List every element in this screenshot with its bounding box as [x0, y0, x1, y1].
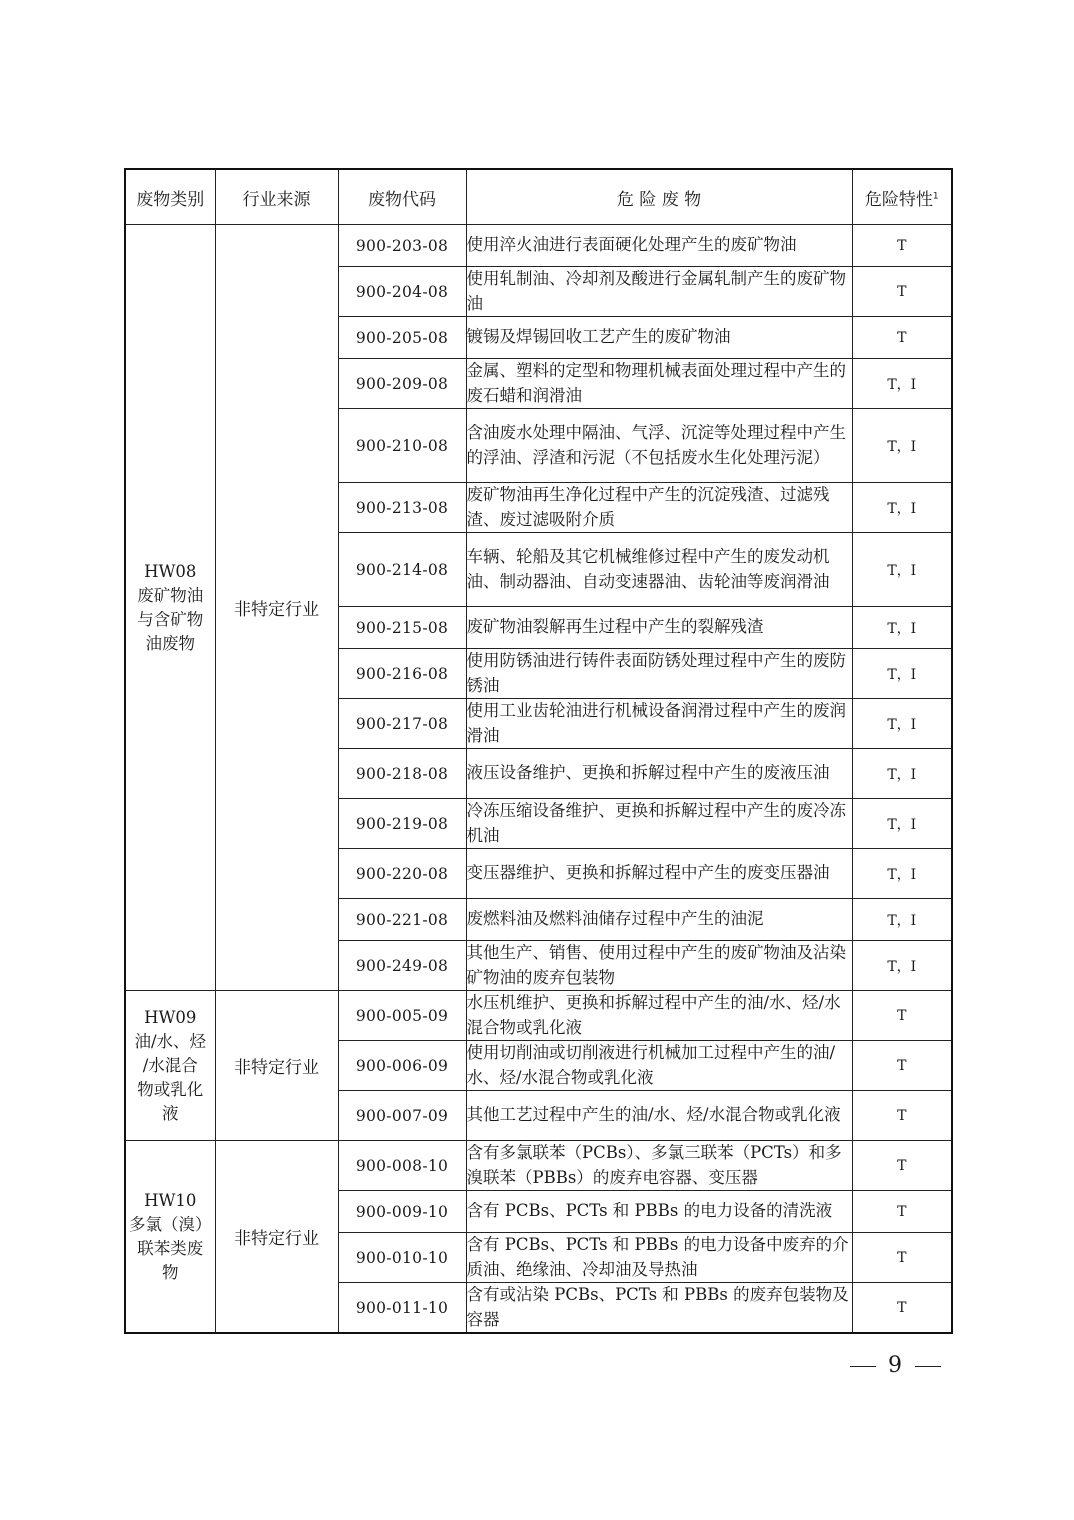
code-cell: 900-249-08	[338, 941, 466, 991]
category-cell	[125, 1141, 215, 1334]
description-cell: 废燃料油及燃料油储存过程中产生的油泥	[466, 899, 852, 941]
footer-dash-right	[915, 1366, 941, 1367]
characteristic-cell: T	[852, 317, 952, 359]
description-cell: 含有或沾染 PCBs、PCTs 和 PBBs 的废弃包装物及容器	[466, 1283, 852, 1334]
code-cell: 900-221-08	[338, 899, 466, 941]
code-cell: 900-005-09	[338, 991, 466, 1041]
description-cell: 其他生产、销售、使用过程中产生的废矿物油及沾染矿物油的废弃包装物	[466, 941, 852, 991]
description-cell: 使用工业齿轮油进行机械设备润滑过程中产生的废润滑油	[466, 699, 852, 749]
description-cell: 含有 PCBs、PCTs 和 PBBs 的电力设备的清洗液	[466, 1191, 852, 1233]
characteristic-cell: T	[852, 991, 952, 1041]
description-cell: 废矿物油裂解再生过程中产生的裂解残渣	[466, 607, 852, 649]
characteristic-cell: T，I	[852, 483, 952, 533]
description-cell: 车辆、轮船及其它机械维修过程中产生的废发动机油、制动器油、自动变速器油、齿轮油等废润滑油	[466, 533, 852, 607]
description-cell: 液压设备维护、更换和拆解过程中产生的废液压油	[466, 749, 852, 799]
description-cell: 含有多氯联苯（PCBs）、多氯三联苯（PCTs）和多溴联苯（PBBs）的废弃电容器、变压器	[466, 1141, 852, 1191]
characteristic-cell: T，I	[852, 749, 952, 799]
table-header-row	[125, 169, 952, 225]
description-cell: 废矿物油再生净化过程中产生的沉淀残渣、过滤残渣、废过滤吸附介质	[466, 483, 852, 533]
characteristic-cell: T，I	[852, 409, 952, 483]
code-cell: 900-006-09	[338, 1041, 466, 1091]
characteristic-cell: T，I	[852, 607, 952, 649]
source-cell: 非特定行业	[215, 991, 338, 1141]
code-cell: 900-205-08	[338, 317, 466, 359]
description-cell: 金属、塑料的定型和物理机械表面处理过程中产生的废石蜡和润滑油	[466, 359, 852, 409]
code-cell: 900-216-08	[338, 649, 466, 699]
characteristic-cell: T，I	[852, 359, 952, 409]
footer-dash-left	[850, 1366, 876, 1367]
category-line: 废矿物油	[137, 585, 204, 605]
description-cell: 其他工艺过程中产生的油/水、烃/水混合物或乳化液	[466, 1091, 852, 1141]
header-waste: 危 险 废 物	[466, 169, 852, 225]
code-cell: 900-008-10	[338, 1141, 466, 1191]
description-cell: 水压机维护、更换和拆解过程中产生的油/水、烃/水混合物或乳化液	[466, 991, 852, 1041]
characteristic-cell: T	[852, 1191, 952, 1233]
category-line: 多氯（溴）	[129, 1214, 212, 1234]
code-cell: 900-217-08	[338, 699, 466, 749]
header-category: 废物类别	[125, 169, 215, 225]
characteristic-cell: T，I	[852, 941, 952, 991]
code-cell: 900-219-08	[338, 799, 466, 849]
category-line: 液	[162, 1103, 179, 1123]
table-row	[125, 1141, 952, 1191]
code-cell: 900-203-08	[338, 225, 466, 267]
code-cell: 900-213-08	[338, 483, 466, 533]
characteristic-cell: T	[852, 225, 952, 267]
header-source: 行业来源	[215, 169, 338, 225]
footnote-marker: 1	[932, 190, 939, 201]
header-characteristic-label: 危险特性	[864, 189, 933, 210]
code-cell: 900-210-08	[338, 409, 466, 483]
characteristic-cell: T，I	[852, 649, 952, 699]
table-row	[125, 991, 952, 1041]
description-cell: 变压器维护、更换和拆解过程中产生的废变压器油	[466, 849, 852, 899]
code-cell: 900-209-08	[338, 359, 466, 409]
table-row	[125, 225, 952, 267]
characteristic-cell: T	[852, 1233, 952, 1283]
source-cell: 非特定行业	[215, 1141, 338, 1334]
characteristic-cell: T，I	[852, 799, 952, 849]
description-cell: 冷冻压缩设备维护、更换和拆解过程中产生的废冷冻机油	[466, 799, 852, 849]
category-line: 油/水、烃	[134, 1031, 207, 1051]
code-cell: 900-011-10	[338, 1283, 466, 1334]
code-cell: 900-204-08	[338, 267, 466, 317]
code-cell: 900-215-08	[338, 607, 466, 649]
characteristic-cell: T	[852, 267, 952, 317]
category-line: 联苯类废	[137, 1238, 204, 1258]
category-line: 油废物	[145, 633, 195, 653]
category-cell	[125, 991, 215, 1141]
hazardous-waste-table	[124, 168, 953, 1334]
page-number: 9	[888, 1353, 903, 1378]
characteristic-cell: T，I	[852, 849, 952, 899]
category-line: /水混合	[142, 1055, 198, 1075]
header-characteristic	[852, 169, 952, 225]
code-cell: 900-007-09	[338, 1091, 466, 1141]
header-code: 废物代码	[338, 169, 466, 225]
page-footer	[838, 1353, 953, 1378]
characteristic-cell: T，I	[852, 899, 952, 941]
category-line: HW08	[144, 561, 197, 581]
code-cell: 900-009-10	[338, 1191, 466, 1233]
characteristic-cell: T，I	[852, 699, 952, 749]
description-cell: 使用轧制油、冷却剂及酸进行金属轧制产生的废矿物油	[466, 267, 852, 317]
table-body	[125, 225, 952, 1334]
characteristic-cell: T	[852, 1141, 952, 1191]
description-cell: 镀锡及焊锡回收工艺产生的废矿物油	[466, 317, 852, 359]
description-cell: 使用淬火油进行表面硬化处理产生的废矿物油	[466, 225, 852, 267]
category-line: 与含矿物	[137, 609, 204, 629]
code-cell: 900-010-10	[338, 1233, 466, 1283]
category-line: 物或乳化	[137, 1079, 204, 1099]
category-line: HW09	[144, 1007, 197, 1027]
description-cell: 使用防锈油进行铸件表面防锈处理过程中产生的废防锈油	[466, 649, 852, 699]
code-cell: 900-218-08	[338, 749, 466, 799]
category-cell	[125, 225, 215, 991]
description-cell: 含油废水处理中隔油、气浮、沉淀等处理过程中产生的浮油、浮渣和污泥（不包括废水生化处理污泥）	[466, 409, 852, 483]
description-cell: 含有 PCBs、PCTs 和 PBBs 的电力设备中废弃的介质油、绝缘油、冷却油及导热油	[466, 1233, 852, 1283]
source-cell: 非特定行业	[215, 225, 338, 991]
code-cell: 900-220-08	[338, 849, 466, 899]
characteristic-cell: T	[852, 1041, 952, 1091]
code-cell: 900-214-08	[338, 533, 466, 607]
characteristic-cell: T	[852, 1091, 952, 1141]
characteristic-cell: T，I	[852, 533, 952, 607]
description-cell: 使用切削油或切削液进行机械加工过程中产生的油/水、烃/水混合物或乳化液	[466, 1041, 852, 1091]
characteristic-cell: T	[852, 1283, 952, 1334]
category-line: HW10	[144, 1190, 197, 1210]
category-line: 物	[162, 1262, 179, 1282]
